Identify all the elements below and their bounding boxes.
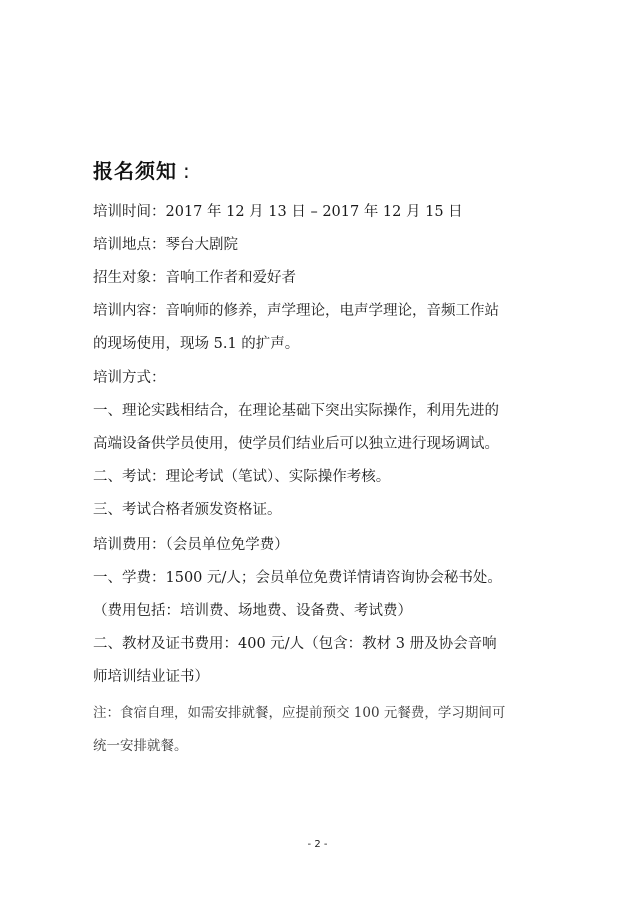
- training-content-line: 培训内容：音响师的修养，声学理论，电声学理论，音频工作站: [93, 303, 499, 319]
- training-method-heading: 培训方式：: [93, 370, 166, 386]
- title-colon: :: [183, 159, 191, 183]
- fee-item-1-detail: （费用包括：培训费、场地费、设备费、考试费）: [93, 603, 412, 619]
- fee-item-1: 一、学费：1500 元/人；会员单位免费详情请咨询协会秘书处。: [93, 570, 502, 586]
- method-item-1-continued: 高端设备供学员使用，使学员们结业后可以独立进行现场调试。: [93, 436, 499, 452]
- fee-item-2-continued: 师培训结业证书）: [93, 669, 209, 685]
- fee-item-2: 二、教材及证书费用：400 元/人（包含：教材 3 册及协会音响: [93, 636, 497, 652]
- training-content-line-continued: 的现场使用，现场 5.1 的扩声。: [93, 336, 300, 352]
- page-title: [93, 155, 191, 184]
- note-line-continued: 统一安排就餐。: [93, 738, 188, 754]
- training-fee-heading: 培训费用：（会员单位免学费）: [93, 537, 289, 553]
- note-line: 注：食宿自理，如需安排就餐，应提前预交 100 元餐费，学习期间可: [93, 705, 506, 721]
- training-location-line: 培训地点：琴台大剧院: [93, 237, 238, 253]
- page-number: - 2 -: [307, 839, 328, 850]
- method-item-3: 三、考试合格者颁发资格证。: [93, 502, 282, 518]
- title-text: 报名须知: [93, 159, 177, 183]
- training-time-line: 培训时间：2017 年 12 月 13 日 – 2017 年 12 月 15 日: [93, 204, 463, 220]
- target-audience-line: 招生对象：音响工作者和爱好者: [93, 270, 296, 286]
- method-item-2: 二、考试：理论考试（笔试）、实际操作考核。: [93, 469, 391, 485]
- method-item-1: 一、理论实践相结合，在理论基础下突出实际操作，利用先进的: [93, 403, 499, 419]
